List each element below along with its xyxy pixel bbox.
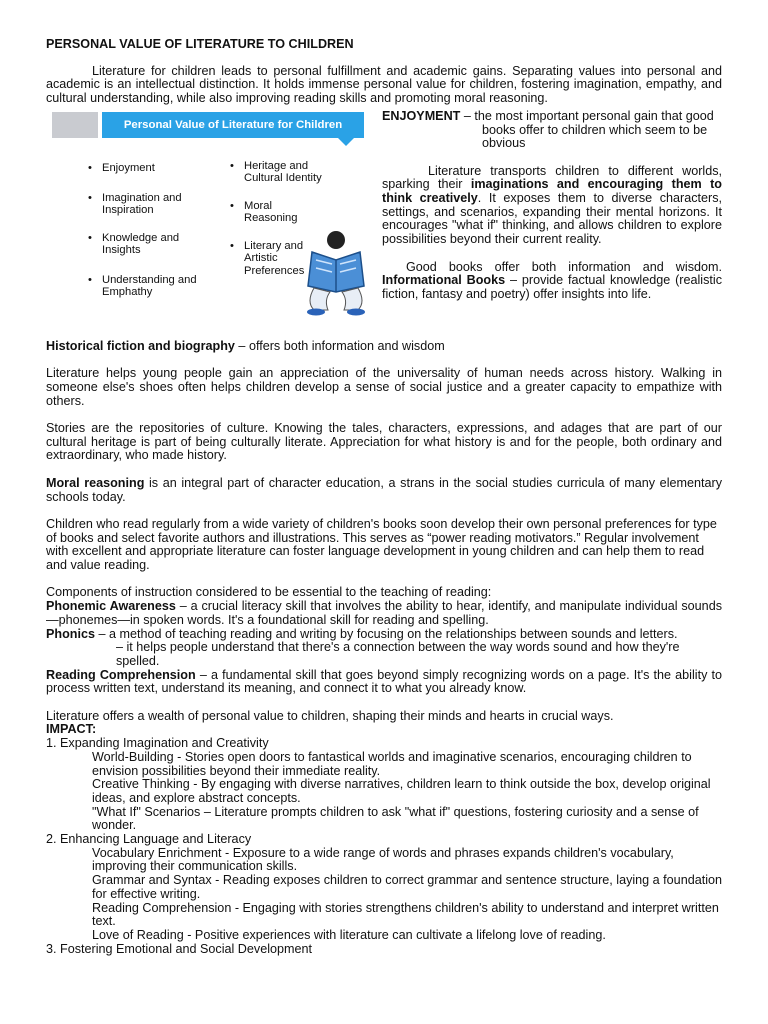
components-intro: Components of instruction considered to be essential to the teaching of reading:: [46, 585, 492, 600]
universality-paragraph: Literature helps young people gain an appreciation of the universality of human needs across history. Walking in someone else's shoes often helps children develop a sense of social justice and a greater capacity to empathize with others.: [46, 366, 722, 408]
bullet-item: • Moral Reasoning: [230, 199, 298, 225]
enjoyment-paragraph: Literature transports children to different worlds, sparking their imaginations and encouraging them to think creatively. It exposes them to diverse characters, settings, and scenarios, expanding their mental horizons. It encourages "what if" thinking, and allows children to explore possibilities beyond their current reality.: [382, 163, 722, 247]
impact-heading: 3. Fostering Emotional and Social Development: [46, 941, 313, 956]
reading-child-illustration: [298, 230, 374, 316]
phonemic-awareness: Phonemic Awareness – a crucial literacy skill that involves the ability to hear, identify, and manipulate individual sounds—phonemes—in spoken words. It's a foundational skill for reading and spelling.: [46, 599, 722, 627]
bullet-item: • Literary and Artistic Preferences: [230, 239, 305, 277]
historical-paragraph: Historical fiction and biography – offers both information and wisdom: [46, 338, 445, 353]
impact-item: Reading Comprehension - Engaging with stories strengthens children's ability to understand and interpret written text.: [92, 900, 719, 929]
bullet-item: • Heritage and Cultural Identity: [230, 159, 322, 185]
impact-item: Vocabulary Enrichment - Exposure to a wide range of words and phrases expands children's vocabulary, improving their communication skills.: [92, 845, 674, 874]
offers-paragraph: Literature offers a wealth of personal value to children, shaping their minds and hearts in crucial ways.: [46, 708, 614, 723]
infographic: [52, 110, 376, 320]
impact-heading: 2. Enhancing Language and Literacy: [46, 832, 252, 847]
enjoyment-column: [382, 110, 722, 302]
impact-item: Love of Reading - Positive experiences with literature can cultivate a lifelong love of reading.: [92, 927, 606, 942]
phonics-sub: – it helps people understand that there's a connection between the way words sound and how they're spelled.: [116, 640, 680, 668]
phonics: Phonics – a method of teaching reading and writing by focusing on the relationships between sounds and letters.: [46, 626, 678, 641]
bullet-item: • Imagination and Inspiration: [88, 191, 182, 217]
banner-side-bar: [52, 112, 98, 138]
impact-label: IMPACT:: [46, 722, 97, 737]
reading-comprehension: Reading Comprehension – a fundamental skill that goes beyond simply recognizing words on a page. It's the ability to process written text, understand its meaning, and connect it to what you already know.: [46, 667, 723, 696]
impact-item: World-Building - Stories open doors to fantastical worlds and imaginative scenarios, encouraging children to envision possibilities beyond their immediate reality.: [92, 749, 692, 778]
stories-paragraph: Stories are the repositories of culture. Knowing the tales, characters, expressions, and adages that are part of our cultural heritage is part of being culturally literate. Appreciation for what history is and for the people, both ordinary and extraordinary, who made history.: [46, 421, 722, 463]
impact-item: "What If" Scenarios – Literature prompts children to ask "what if" questions, fostering curiosity and a sense of wonder.: [92, 804, 699, 833]
document-page: [46, 38, 722, 956]
impact-item: Grammar and Syntax - Reading exposes children to correct grammar and sentence structure, laying a foundation for effective writing.: [92, 873, 723, 901]
figure-row: [46, 110, 722, 340]
intro-paragraph: Literature for children leads to personal fulfillment and academic gains. Separating values into personal and academic is an intellectual distinction. It holds immense personal value for children, fostering imagination, empathy, and cultural understanding, while also improving reading skills and promoting moral reasoning.: [46, 63, 722, 106]
infographic-banner: Personal Value of Literature for Children: [102, 112, 364, 138]
informational-paragraph: Good books offer both information and wisdom. Informational Books – provide factual knowledge (realistic fiction, fantasy and poetry) offer insights into life.: [382, 259, 722, 301]
page-title: PERSONAL VALUE OF LITERATURE TO CHILDREN: [46, 37, 354, 51]
enjoyment-heading: ENJOYMENT – the most important personal gain that good books offer to children which seem to be obvious: [382, 108, 714, 151]
bullet-item: • Knowledge and Insights: [88, 231, 180, 257]
bullet-item: • Enjoyment: [88, 161, 155, 174]
impact-heading: 1. Expanding Imagination and Creativity: [46, 736, 269, 751]
children-paragraph: Children who read regularly from a wide variety of children's books soon develop their own personal preferences for type of books and select favorite authors and illustrations. This serves as “power reading motivators.” Regular involvement with excellent and appropriate literature can foster language development in young children and can help them to read and value reading.: [46, 516, 717, 572]
moral-paragraph: Moral reasoning is an integral part of character education, a strans in the social studies curricula of many elementary schools today.: [46, 475, 722, 504]
impact-item: Creative Thinking - By engaging with diverse narratives, children learn to think outside the box, develop original ideas, and explore abstract concepts.: [92, 777, 711, 805]
bullet-item: • Understanding and Emphathy: [88, 273, 197, 299]
banner-notch: [338, 138, 354, 146]
